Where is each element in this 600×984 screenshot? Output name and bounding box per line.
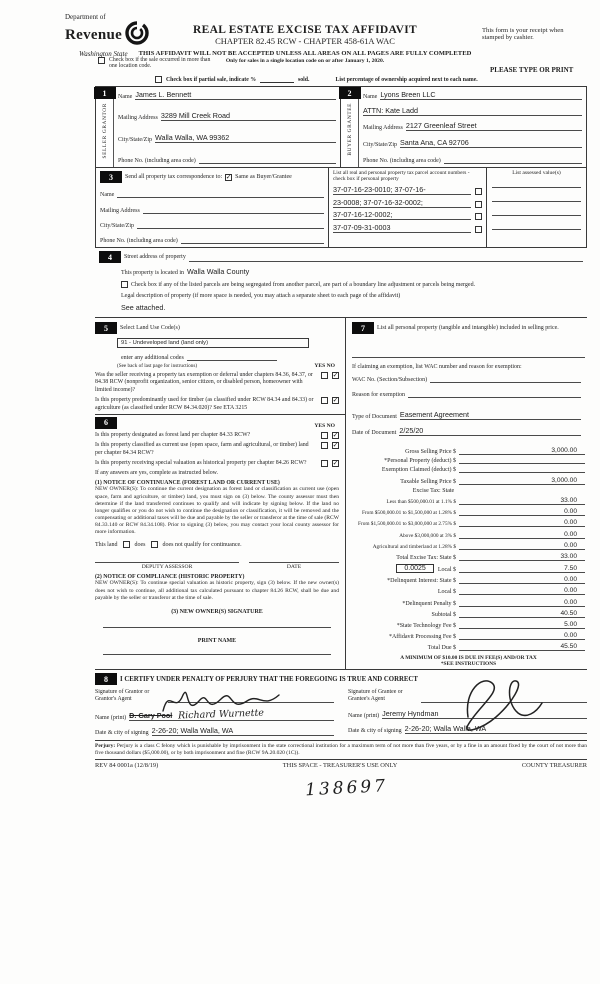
gross-selling-price-row	[352, 447, 585, 455]
minimum-fee-note: A MINIMUM OF $10.00 IS DUE IN FEE(S) AND/OR TAX	[400, 655, 537, 662]
wac-no-label: WAC No. (Section/Subsection)	[352, 377, 428, 383]
deputy-assessor-line: DEPUTY ASSESSOR	[95, 562, 239, 570]
local-rate-box: 0.0025	[396, 564, 433, 573]
exemption-claimed-value	[459, 472, 585, 473]
assessed-values-header: List assessed value(s)	[512, 170, 561, 176]
excise-tax-state-heading: Excise Tax: State	[412, 487, 455, 494]
tier4-label: Above $3,000,000 at 3% $	[399, 532, 456, 539]
parcel-list-header: List all real and personal property tax parcel account numbers - check box if personal property	[333, 170, 470, 183]
grantor-name-handwritten: Richard Wurnette	[178, 707, 265, 722]
q4-yes-checkbox	[321, 442, 328, 449]
exemption-deferral-question: Was the seller receiving a property tax exemption or deferral under chapters 84.36, 84.37, or 84.38 RCW (nonprofit organization, senior citizen, or disabled person, homeowner with limited income)?	[95, 372, 313, 393]
corr-csz-label: City/State/Zip	[100, 222, 134, 229]
seller-section	[95, 86, 341, 168]
located-in-value: Walla Walla County	[187, 267, 250, 276]
this-land-label: This land	[95, 541, 118, 548]
compliance-paragraph: NEW OWNER(S): To continue special valuation as historic property, sign (3) below. If the new owner(s) does not wish to continue, all additional tax calculated pursuant to chapter 84.26 RCW, shall be due and payable by the seller or transferor at the time of sale.	[95, 580, 339, 601]
corr-name-blank	[117, 188, 324, 198]
delinquent-interest-state-label: *Delinquent Interest: State $	[387, 578, 456, 585]
local-tax-label: Local $	[437, 567, 456, 574]
taxable-selling-price-row	[352, 477, 585, 485]
assessed-value-blank-4	[492, 216, 581, 230]
corr-csz-blank	[137, 219, 324, 229]
form-warning: THIS AFFIDAVIT WILL NOT BE ACCEPTED UNLESS ALL AREAS ON ALL PAGES ARE FULLY COMPLETED	[138, 50, 472, 57]
corr-phone-blank	[181, 234, 324, 244]
historical-property-question: Is this property receiving special valuation as historical property per chapter 84.26 RCW?	[95, 460, 307, 466]
date-of-document-value: 2/25/20	[399, 426, 424, 435]
corr-phone-label: Phone No. (including area code)	[100, 238, 178, 244]
section8-number: 8	[95, 673, 117, 685]
rev-form-number: REV 84 0001a (12/8/19)	[95, 761, 159, 769]
if-yes-note: If any answers are yes, complete as instructed below.	[95, 470, 218, 477]
compliance-heading: (2) NOTICE OF COMPLIANCE (HISTORIC PROPERTY)	[95, 574, 245, 581]
assessed-value-blank-3	[492, 202, 581, 216]
buyer-rail-label: BUYER GRANTEE	[346, 103, 353, 156]
located-in-label: This property is located in	[121, 270, 184, 276]
section5-number: 5	[95, 322, 117, 334]
perjury-block	[95, 740, 587, 759]
buyer-section	[341, 86, 587, 168]
type-of-document-value: Easement Agreement	[399, 410, 470, 419]
q2-yes-checkbox	[321, 397, 328, 404]
state-technology-fee-row	[352, 621, 585, 629]
forest-land-section	[95, 414, 345, 657]
new-owner-signature-blank	[103, 615, 331, 628]
new-owner-signature-heading: (3) NEW OWNER(S) SIGNATURE	[171, 608, 263, 615]
delinquent-interest-local-label: Local $	[437, 589, 456, 596]
correspondence-section	[95, 168, 587, 248]
subtotal-value: 40.50	[459, 610, 585, 618]
property-location-section	[95, 248, 587, 318]
tier2-value: 0.00	[459, 508, 585, 516]
legal-description-label: Legal description of property (if more space is needed, you may attach a separate sheet to each page of the affidavit)	[121, 293, 401, 299]
affidavit-processing-fee-row	[352, 632, 585, 640]
multi-location-row	[98, 57, 218, 69]
agricultural-label: Agricultural and timberland at 1.28% $	[372, 543, 456, 550]
logo-washington-state: Washington State	[79, 50, 128, 58]
section6-number: 6	[95, 417, 117, 429]
total-due-value: 45.50	[459, 643, 585, 651]
date-line: DATE	[249, 562, 339, 570]
exemption-note: If claiming an exemption, list WAC number and reason for exemption:	[352, 364, 522, 370]
grantor-name-typed-struck: D. Gary Pool	[129, 710, 173, 720]
street-address-label: Street address of property	[124, 254, 186, 260]
tier2-label: From $500,000.01 to $1,500,000 at 1.28% $	[361, 510, 456, 517]
instructions-note: (See back of last page for instructions)	[117, 363, 198, 369]
delinquent-interest-local-row	[352, 587, 585, 595]
grantee-date-city-value: 2-26-20; Walla Walla, WA	[404, 723, 487, 733]
multi-location-label: Check box if the sale occurred in more than one location code.	[109, 57, 211, 69]
seller-csz-label: City/State/Zip	[118, 136, 152, 143]
tier4-value: 0.00	[459, 531, 585, 539]
wac-no-blank	[430, 373, 581, 383]
additional-codes-label: enter any additional codes	[121, 355, 184, 361]
grantee-signature-image	[438, 673, 548, 737]
same-as-buyer-label: Same as Buyer/Grantee	[235, 174, 292, 180]
affidavit-processing-fee-value: 0.00	[459, 632, 585, 640]
q5-no-checkbox: ✓	[332, 459, 339, 467]
perjury-text: Perjury is a class C felony which is punishable by imprisonment in the state correctional institution for a maximum term of not more than five years, or by a fine in an amount fixed by the court of not more than five thousand dollars ($5,000.00), or by both imprisonment and fine (RCW 9A.20.020 (1C)).	[95, 742, 587, 756]
total-excise-state-row	[352, 553, 585, 561]
street-address-blank	[189, 252, 583, 262]
q1-yes-checkbox	[321, 372, 328, 379]
land-use-heading: Select Land Use Code(s)	[120, 325, 180, 331]
personal-property-heading: List all personal property (tangible and intangible) included in selling price.	[377, 325, 559, 331]
multi-location-checkbox	[98, 57, 105, 64]
personal-property-blank	[352, 335, 585, 358]
grantee-signature-label: Signature of Grantee or Grantee's Agent	[348, 689, 403, 703]
delinquent-penalty-label: *Delinquent Penalty $	[402, 600, 456, 607]
no-column-header-2: NO	[326, 422, 335, 429]
does-checkbox	[123, 541, 130, 548]
buyer-name-label: Name	[363, 94, 378, 100]
seller-name-value: James L. Bennett	[135, 90, 192, 99]
please-type-note: PLEASE TYPE OR PRINT	[490, 66, 574, 74]
taxable-selling-price-label: Taxable Selling Price $	[400, 478, 456, 485]
buyer-section-number: 2	[339, 87, 361, 99]
q3-no-checkbox: ✓	[332, 430, 339, 439]
q1-no-checkbox: ✓	[332, 371, 339, 379]
seller-rail	[96, 87, 114, 167]
yes-column-header: YES	[314, 363, 326, 369]
section4-number: 4	[99, 251, 121, 263]
parcel-number-4: 37-07-09-31-0003	[333, 223, 471, 233]
send-correspondence-label: Send all property tax correspondence to:	[125, 174, 223, 180]
same-as-buyer-checkbox: ✓	[225, 172, 232, 181]
perjury-label: Perjury:	[95, 742, 116, 749]
does-not-checkbox	[151, 541, 158, 548]
total-excise-state-label: Total Excise Tax: State $	[396, 554, 456, 561]
buyer-name-value: Lyons Breen LLC	[380, 90, 436, 99]
treasurer-stamp-number: 138697	[304, 775, 389, 801]
delinquent-penalty-value: 0.00	[459, 599, 585, 607]
segregated-checkbox	[121, 281, 128, 288]
print-name-heading: PRINT NAME	[197, 637, 237, 644]
total-due-row	[352, 643, 585, 651]
personal-property-deduct-value	[459, 463, 585, 464]
parcel-1-personal-checkbox	[475, 188, 482, 195]
county-treasurer-label: COUNTY TREASURER	[521, 761, 587, 769]
seller-name-label: Name	[118, 94, 133, 100]
timber-agriculture-question: Is this property predominantly used for timber (as classified under RCW 84.34 and 84.33) or agriculture (as classified under RCW 84.34.020)? See ETA 3215	[95, 397, 314, 411]
q4-no-checkbox: ✓	[332, 441, 339, 450]
continuance-paragraph: NEW OWNER(S): To continue the current designation as forest land or classification as current use (open space, farm and agriculture, or timber) land, you must sign on (3) below. The county assessor must then determine if the land transferred continues to qualify and will indicate by signing below. If the land no longer qualifies or you do not wish to continue the designation or classification, it will be removed and the compensating or additional taxes will be due and payable by the seller or transferor at the time of sale (RCW 84.33.140 or RCW 84.34.108). Prior to signing (3) below, you may contact your local county assessor for more information.	[95, 486, 339, 536]
tier1-value: 33.00	[459, 497, 585, 505]
parcel-4-personal-checkbox	[475, 226, 482, 233]
partial-sale-percent-blank	[260, 82, 294, 83]
section7-number: 7	[352, 322, 374, 334]
reason-exemption-blank	[408, 388, 581, 398]
parcel-2-personal-checkbox	[475, 201, 482, 208]
grantor-date-city-label: Date & city of signing	[95, 729, 149, 736]
grantee-name-print-label: Name (print)	[348, 712, 380, 719]
delinquent-penalty-row	[352, 599, 585, 607]
q3-yes-checkbox	[321, 432, 328, 439]
subtotal-row	[352, 610, 585, 618]
affidavit-processing-fee-label: *Affidavit Processing Fee $	[388, 634, 456, 641]
parcel-number-3: 37-07-16-12-0002;	[333, 210, 471, 220]
footer-row	[95, 759, 587, 769]
selling-price-section	[345, 318, 587, 669]
tier4-row	[352, 531, 585, 539]
buyer-csz-value: Santa Ana, CA 92706	[400, 137, 469, 147]
corr-address-blank	[143, 204, 324, 214]
partial-sale-checkbox	[155, 76, 162, 83]
taxable-selling-price-value: 3,000.00	[459, 477, 585, 485]
delinquent-interest-local-value: 0.00	[459, 587, 585, 595]
land-use-section	[95, 318, 345, 414]
delinquent-interest-state-row	[352, 576, 585, 584]
no-column-header: NO	[326, 363, 335, 369]
continuance-heading: (1) NOTICE OF CONTINUANCE (FOREST LAND OR CURRENT USE)	[95, 480, 280, 487]
parcel-number-1: 37-07-16-23-0010; 37-07-16-	[333, 185, 471, 195]
date-of-document-label: Date of Document	[352, 430, 397, 436]
agricultural-value: 0.00	[459, 542, 585, 550]
see-attached-value: See attached.	[121, 303, 166, 312]
buyer-csz-label: City/State/Zip	[363, 141, 397, 148]
grantor-name-print-label: Name (print)	[95, 714, 127, 721]
type-of-document-label: Type of Document	[352, 414, 397, 420]
revenue-swirl-icon	[124, 21, 150, 50]
does-not-label: does not qualify for continuance.	[162, 541, 242, 548]
parcel-3-personal-checkbox	[475, 213, 482, 220]
buyer-rail	[341, 87, 359, 167]
forest-land-question: Is this property designated as forest land per chapter 84.33 RCW?	[95, 431, 251, 438]
local-tax-row	[352, 564, 585, 573]
section3-number: 3	[100, 171, 122, 183]
delinquent-interest-state-value: 0.00	[459, 576, 585, 584]
parcel-number-2: 23-0008; 37-07-16-32-0002;	[333, 198, 471, 208]
assessed-value-blank-2	[492, 188, 581, 202]
additional-codes-blank	[187, 351, 277, 361]
gross-selling-price-value: 3,000.00	[459, 447, 585, 455]
agricultural-row	[352, 542, 585, 550]
grantor-date-city-value: 2-26-20; Walla Walla, WA	[151, 725, 234, 735]
seller-address-label: Mailing Address	[118, 115, 158, 122]
grantee-name-value: Jeremy Hyndman	[382, 708, 439, 718]
tier1-label: Less than $500,000.01 at 1.1% $	[386, 498, 456, 505]
tier2-row	[352, 508, 585, 516]
seller-csz-value: Walla Walla, WA 99362	[155, 132, 230, 142]
q5-yes-checkbox	[321, 460, 328, 467]
total-excise-state-value: 33.00	[459, 553, 585, 561]
yes-column-header-2: YES	[314, 422, 326, 429]
buyer-attn-value: ATTN: Kate Ladd	[363, 105, 418, 115]
segregated-label: Check box if any of the listed parcels are being segregated from another parcel, are part of a boundary line adjustment or parcels being merged.	[131, 281, 476, 288]
form-subtitle: CHAPTER 82.45 RCW - CHAPTER 458-61A WAC	[215, 36, 395, 46]
local-tax-value: 7.50	[459, 565, 585, 573]
seller-phone-blank	[199, 154, 336, 164]
total-due-label: Total Due $	[427, 645, 456, 652]
form-title: REAL ESTATE EXCISE TAX AFFIDAVIT	[193, 24, 417, 36]
does-label: does	[134, 541, 146, 548]
buyer-address-label: Mailing Address	[363, 125, 403, 131]
state-technology-fee-label: *State Technology Fee $	[396, 623, 456, 629]
assessed-value-blank-1	[492, 176, 581, 188]
receipt-note: This form is your receipt when stamped by cashier.	[482, 27, 564, 41]
personal-property-deduct-label: *Personal Property (deduct) $	[384, 458, 456, 465]
personal-property-deduct-row	[352, 458, 585, 464]
grantee-date-city-label: Date & city of signing	[348, 727, 402, 734]
buyer-phone-blank	[444, 154, 582, 164]
see-instructions-note: *SEE INSTRUCTIONS	[440, 661, 497, 668]
seller-section-number: 1	[94, 87, 116, 99]
certify-statement: I CERTIFY UNDER PENALTY OF PERJURY THAT THE FOREGOING IS TRUE AND CORRECT	[120, 675, 418, 683]
partial-sale-label: Check box if partial sale, indicate %	[166, 77, 257, 83]
tier1-row	[352, 497, 585, 505]
corr-address-label: Mailing Address	[100, 207, 140, 214]
exemption-claimed-row	[352, 467, 585, 473]
single-location-note: Only for sales in a single location code on or after January 1, 2020.	[225, 58, 385, 64]
current-use-question: Is this property classified as current use (open space, farm and agricultural, or timber) land per chapter 84.34 RCW?	[95, 442, 309, 456]
corr-name-label: Name	[100, 192, 115, 199]
certification-section	[95, 669, 587, 735]
logo-revenue: Revenue	[65, 27, 123, 43]
logo-dept-of: Department of	[65, 13, 106, 21]
partial-sale-sold: sold.	[298, 77, 310, 83]
subtotal-label: Subtotal $	[431, 611, 456, 618]
tier3-value: 0.00	[459, 519, 585, 527]
gross-selling-price-label: Gross Selling Price $	[405, 449, 456, 455]
print-name-blank	[103, 644, 331, 655]
seller-rail-label: SELLER GRANTOR	[101, 103, 108, 159]
tier3-row	[352, 519, 585, 527]
land-use-code-box: 91 - Undeveloped land (land only)	[117, 338, 309, 348]
parties-row	[95, 86, 587, 168]
buyer-phone-label: Phone No. (including area code)	[363, 158, 441, 164]
seller-phone-label: Phone No. (including area code)	[118, 157, 196, 164]
reason-exemption-label: Reason for exemption	[352, 392, 405, 398]
q2-no-checkbox: ✓	[332, 396, 339, 405]
state-technology-fee-value: 5.00	[459, 621, 585, 629]
treasurer-use-only-label: THIS SPACE - TREASURER'S USE ONLY	[282, 761, 398, 769]
partial-sale-row	[155, 76, 478, 83]
exemption-claimed-label: Exemption Claimed (deduct) $	[381, 467, 456, 474]
seller-address-value: 3289 Mill Creek Road	[160, 111, 230, 121]
ownership-note: List percentage of ownership acquired next to each name.	[335, 77, 478, 83]
buyer-address-value: 2127 Greenleaf Street	[405, 121, 477, 130]
tier3-label: From $1,500,000.01 to $3,000,000 at 2.75% $	[358, 521, 456, 528]
grantor-signature-label: Signature of Grantor or Grantor's Agent	[95, 689, 150, 703]
